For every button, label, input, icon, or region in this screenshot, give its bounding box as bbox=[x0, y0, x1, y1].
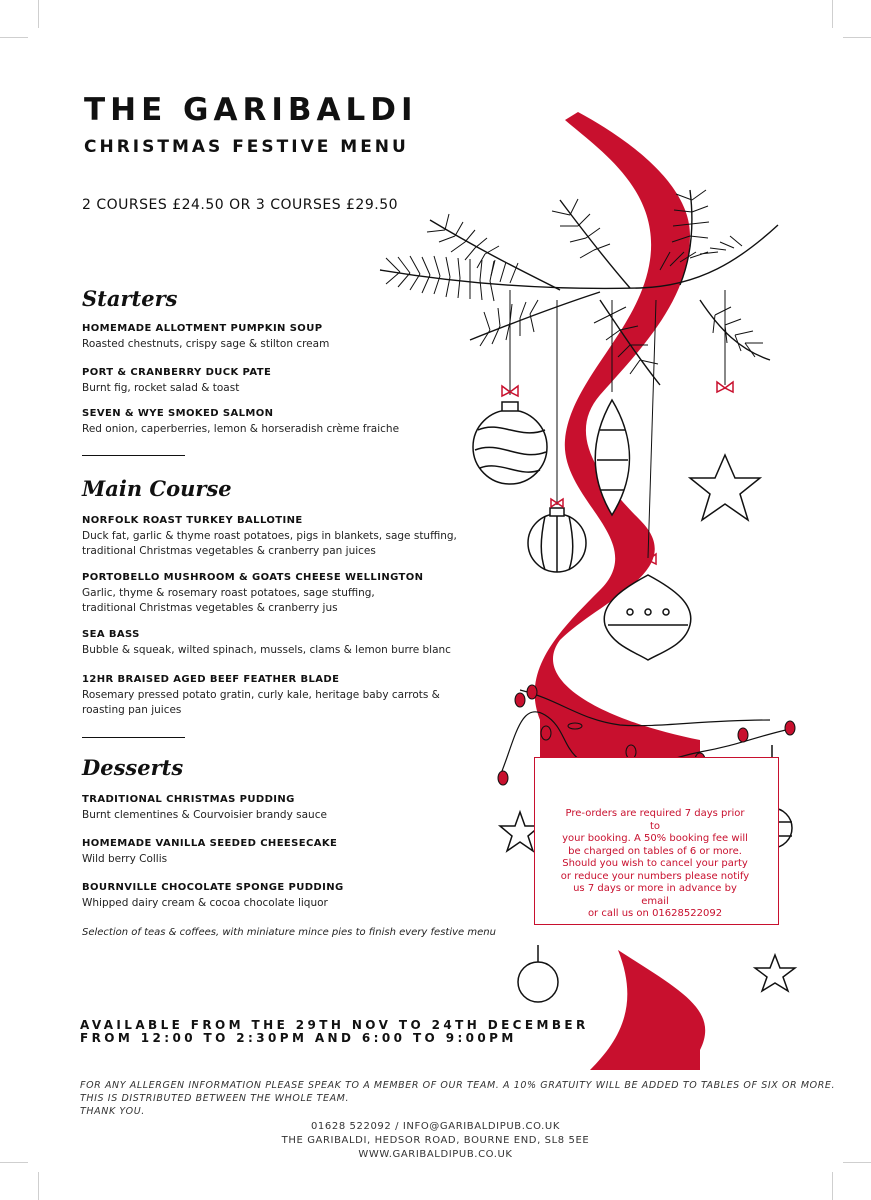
contact-website-link[interactable]: WWW.GARIBALDIPUB.CO.UK bbox=[358, 1149, 513, 1160]
menu-item bbox=[82, 366, 482, 396]
item-name: 12HR BRAISED AGED BEEF FEATHER BLADE bbox=[82, 674, 340, 685]
section-divider bbox=[82, 455, 185, 456]
allergen-line: FOR ANY ALLERGEN INFORMATION PLEASE SPEAK TO A MEMBER OF OUR TEAM. A 10% GRATUITY WILL BE ADDED TO TABLES OF SIX OR MORE. bbox=[80, 1080, 836, 1091]
menu-item bbox=[82, 514, 502, 559]
item-name: HOMEMADE VANILLA SEEDED CHEESECAKE bbox=[82, 838, 338, 849]
coffee-footnote: Selection of teas & coffees, with miniature mince pies to finish every festive menu bbox=[82, 927, 496, 938]
allergen-line: THANK YOU. bbox=[80, 1106, 145, 1117]
menu-item bbox=[82, 628, 502, 658]
item-name: BOURNVILLE CHOCOLATE SPONGE PUDDING bbox=[82, 882, 344, 893]
notice-line: Pre-orders are required 7 days prior to bbox=[565, 808, 745, 832]
item-description: Burnt fig, rocket salad & toast bbox=[82, 382, 240, 394]
pine-branch bbox=[380, 190, 778, 385]
menu-item bbox=[82, 322, 482, 352]
menu-item bbox=[82, 837, 482, 867]
item-description: Whipped dairy cream & cocoa chocolate liquor bbox=[82, 897, 328, 909]
red-ribbon-lower bbox=[590, 950, 705, 1070]
contact-block bbox=[0, 1120, 871, 1162]
item-name: SEVEN & WYE SMOKED SALMON bbox=[82, 408, 274, 419]
contact-address: THE GARIBALDI, HEDSOR ROAD, BOURNE END, SL8 5EE bbox=[281, 1135, 590, 1146]
item-description: Duck fat, garlic & thyme roast potatoes, pigs in blankets, sage stuffing, bbox=[82, 530, 457, 542]
notice-line: or reduce your numbers please notify bbox=[560, 870, 750, 882]
notice-line: Should you wish to cancel your party bbox=[562, 858, 748, 869]
item-description: Rosemary pressed potato gratin, curly kale, heritage baby carrots & bbox=[82, 689, 440, 701]
menu-item bbox=[82, 407, 482, 437]
notice-line: be charged on tables of 6 or more. bbox=[568, 845, 742, 857]
section-heading-desserts: Desserts bbox=[82, 755, 184, 780]
menu-item bbox=[82, 881, 482, 911]
availability-dates: AVAILABLE FROM THE 29TH NOV TO 24TH DECEMBER bbox=[80, 1018, 589, 1032]
item-description: Red onion, caperberries, lemon & horseradish crème fraiche bbox=[82, 423, 400, 435]
section-divider bbox=[82, 737, 185, 738]
section-heading-main-course: Main Course bbox=[82, 476, 232, 501]
menu-item bbox=[82, 793, 482, 823]
item-description-line-2: traditional Christmas vegetables & cranberry pan juices bbox=[82, 545, 376, 557]
item-name: TRADITIONAL CHRISTMAS PUDDING bbox=[82, 794, 295, 805]
item-name: PORTOBELLO MUSHROOM & GOATS CHEESE WELLINGTON bbox=[82, 572, 424, 583]
item-name: PORT & CRANBERRY DUCK PATE bbox=[82, 367, 272, 378]
item-description: Burnt clementines & Courvoisier brandy sauce bbox=[82, 809, 327, 821]
item-name: SEA BASS bbox=[82, 629, 140, 640]
availability-times: FROM 12:00 TO 2:30PM AND 6:00 TO 9:00PM bbox=[80, 1031, 517, 1045]
allergen-line: THIS IS DISTRIBUTED BETWEEN THE WHOLE TEAM. bbox=[80, 1093, 350, 1104]
preorder-notice-text bbox=[560, 808, 750, 921]
notice-line: us 7 days or more in advance by email bbox=[573, 883, 737, 907]
availability-block bbox=[80, 1019, 589, 1045]
allergen-notice bbox=[80, 1079, 840, 1118]
item-description-line-2: roasting pan juices bbox=[82, 704, 182, 716]
restaurant-name: THE GARIBALDI bbox=[84, 92, 418, 128]
item-description-line-2: traditional Christmas vegetables & cranberry jus bbox=[82, 602, 338, 614]
menu-item bbox=[82, 673, 502, 718]
item-name: HOMEMADE ALLOTMENT PUMPKIN SOUP bbox=[82, 323, 323, 334]
contact-phone-email[interactable]: 01628 522092 / INFO@GARIBALDIPUB.CO.UK bbox=[310, 1121, 561, 1132]
item-description: Wild berry Collis bbox=[82, 853, 168, 865]
item-name: NORFOLK ROAST TURKEY BALLOTINE bbox=[82, 515, 303, 526]
notice-line: your booking. A 50% booking fee will bbox=[562, 833, 748, 844]
item-description: Roasted chestnuts, crispy sage & stilton cream bbox=[82, 338, 330, 350]
section-heading-starters: Starters bbox=[82, 286, 178, 311]
menu-item bbox=[82, 571, 502, 616]
price-line: 2 COURSES £24.50 OR 3 COURSES £29.50 bbox=[82, 197, 399, 213]
item-description: Garlic, thyme & rosemary roast potatoes, sage stuffing, bbox=[82, 587, 375, 599]
menu-title: CHRISTMAS FESTIVE MENU bbox=[84, 137, 409, 157]
notice-line: or call us on 01628522092 bbox=[587, 908, 723, 919]
item-description: Bubble & squeak, wilted spinach, mussels, clams & lemon burre blanc bbox=[82, 644, 451, 656]
